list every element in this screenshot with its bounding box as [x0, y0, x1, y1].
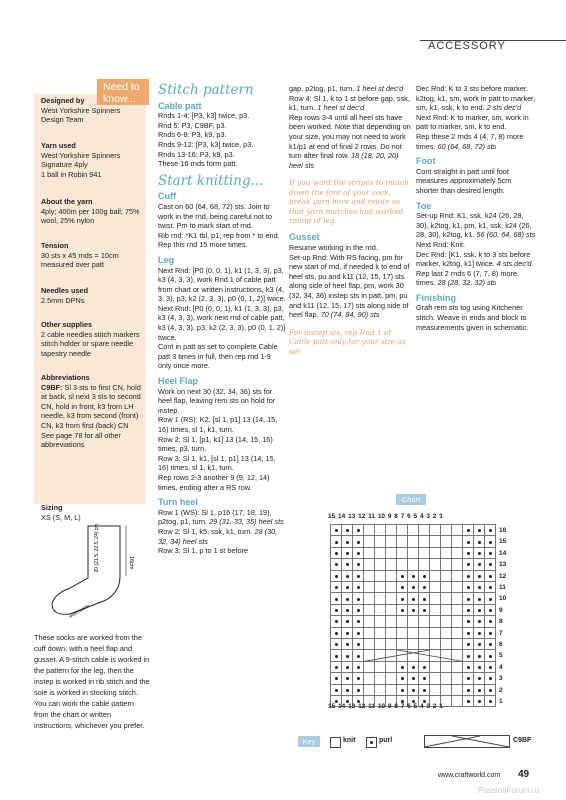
purl-dot: [357, 541, 360, 544]
chart-cell: [364, 605, 375, 616]
chart-cell: [441, 605, 452, 616]
foot-heading: Foot: [416, 156, 436, 167]
chart-cell: [386, 548, 397, 559]
chart-cell: [364, 525, 375, 536]
purl-dot: [357, 655, 360, 658]
chart-cell: [452, 673, 463, 684]
chart-cell: [364, 559, 375, 570]
chart-cell: [441, 536, 452, 547]
column-3: gap, p2tog, p1, turn. 1 heel st dec'd Row 4: Sl 1, k to 1 st before gap, ssk, k1, turn. 1 heel st dec'd Rep rows 3-4 until all heel sts have been worked. Note that depending on your size, you may not need to work k1/p1 at end of final 2 rows. Do not turn after final row. 18 (18, 20, 20) heel sts If you want the stripes to match down the foot of your sock, break yarn here and rejoin so that yarn matches last worked round of leg. Gusset Resume working in the rnd. Set-up Rnd: With RS facing, pm for new start of rnd, if needed k to end of heel sts, pu and k11 (12, 15, 17) sts along side of heel flap, pm, work 30 (32, 34, 36) instep sts in patt, pm, pu and k11 (12, 15, 17) sts along side of heel flap. 70 (74, 84, 90) sts For instep sts, rep Rnd 1 of Cable patt only for your size as set: [289, 84, 411, 356]
chart-cell: [419, 536, 430, 547]
chart-cell: [375, 548, 386, 559]
need-to-know-tab: Need to know...: [97, 79, 149, 105]
chart-cell: [419, 559, 430, 570]
chart-cell: [375, 628, 386, 639]
purl-dot: [412, 575, 415, 578]
purl-dot: [346, 609, 349, 612]
chart-cell: [430, 593, 441, 604]
chart-cell: [430, 582, 441, 593]
chart-cell: [364, 639, 375, 650]
turn-heel-heading: Turn heel: [158, 497, 198, 508]
purl-dot: [467, 609, 470, 612]
sock-schematic: [40, 520, 140, 620]
chart-cell: [452, 593, 463, 604]
purl-swatch: [366, 737, 377, 748]
leg-heading: Leg: [158, 254, 175, 265]
purl-dot: [357, 609, 360, 612]
chart-cell: [419, 639, 430, 650]
chart-cell: [408, 548, 419, 559]
heel-flap-heading: Heel Flap: [158, 376, 199, 387]
purl-dot: [467, 552, 470, 555]
c9bf-label: C9BF: [513, 737, 532, 744]
chart-cell: [386, 685, 397, 696]
chart-cell: [452, 559, 463, 570]
purl-dot: [423, 598, 426, 601]
chart-cell: [441, 685, 452, 696]
chart-cell: [364, 662, 375, 673]
chart-cell: [430, 525, 441, 536]
purl-dot: [467, 666, 470, 669]
sidebar-supplies: Other supplies 2 cable needles stitch markers stitch holder or spare needle tapestry needle: [41, 320, 140, 358]
chart-cell: [408, 559, 419, 570]
purl-dot: [478, 598, 481, 601]
chart-row-label: 1: [499, 698, 503, 705]
purl-dot: [467, 655, 470, 658]
chart-cell: [375, 559, 386, 570]
chart-cell: [397, 628, 408, 639]
purl-dot: [357, 632, 360, 635]
chart-cell: [386, 571, 397, 582]
chart-cell: [386, 593, 397, 604]
instep-callout: For instep sts, rep Rnd 1 of Cable patt only for your size as set: [289, 327, 406, 356]
chart-row-label: 12: [499, 572, 507, 580]
sidebar-needles: Needles used 2.5mm DPNs: [41, 286, 89, 305]
sidebar-designed: Designed by West Yorkshire Spinners Design Team: [41, 96, 121, 125]
chart-cell: [452, 605, 463, 616]
chart-cell: [364, 673, 375, 684]
footer-url: www.craftworld.com: [438, 772, 501, 779]
chart-cell: [452, 582, 463, 593]
purl-dot: [401, 609, 404, 612]
chart-cell: [452, 662, 463, 673]
watermark: PassionForum.ru: [478, 786, 539, 795]
stitch-pattern-heading: Stitch pattern: [158, 82, 254, 98]
chart-cell: [452, 628, 463, 639]
knit-label: knit: [343, 737, 356, 744]
chart-cell: [375, 639, 386, 650]
purl-label: purl: [379, 737, 393, 744]
chart-cell: [386, 639, 397, 650]
sidebar-yarn: Yarn used West Yorkshire Spinners Signature 4ply 1 ball in Robin 941: [41, 141, 121, 179]
chart-tab: Chart: [396, 494, 426, 505]
chart-cell: [375, 673, 386, 684]
chart-row-label: 9: [499, 606, 503, 614]
purl-dot: [423, 666, 426, 669]
chart-cell: [441, 662, 452, 673]
chart-cell: [397, 559, 408, 570]
chart-cell: [452, 616, 463, 627]
chart-cell: [430, 685, 441, 696]
purl-dot: [489, 655, 492, 658]
chart-cell: [375, 536, 386, 547]
purl-dot: [412, 598, 415, 601]
chart-cell: [419, 525, 430, 536]
chart-cell: [364, 616, 375, 627]
chart-row-label: 4: [499, 663, 503, 671]
purl-dot: [467, 575, 470, 578]
knit-swatch: [330, 737, 341, 748]
purl-dot: [489, 632, 492, 635]
chart-cell: [375, 593, 386, 604]
chart-cell: [441, 673, 452, 684]
chart-cell: [364, 593, 375, 604]
column-2: Stitch pattern Cable patt Rnds 1-4: [P3, k3] twice, p3. Rnd 5: P3, C9BF, p3. Rnds 6-8: P3, k9, p3. Rnds 9-12: [P3, k3] twice, p3. Rnds 13-16: P3, k9, p3. These 16 rnds form patt. Start knitting... Cuff Cast on 60 (64, 68, 72) sts. Join to work in the rnd, being careful not to twist. Pm to mark start of rnd. Rib rnd: *K1 tbl, p1; rep from * to end. Rep this rnd 15 more times. Leg Next Rnd: [P0 (0, 0, 1), k1 (1, 3, 3), p3, k3 (4, 3, 3), work Rnd 1 of cable patt from chart or written instructions, k3 (4, 3, 3), p3, k2 (2, 3, 3), p0 (0, 1, 2)] twice. Next Rnd: [P0 (0, 0, 1), k1 (1, 3, 3), p3, k3 (4, 3, 3), work next rnd of cable patt, k3 (4, 3, 3), p3, k2 (2, 3, 3), p0 (0, 1, 2)] twice. Cont in patt as set to complete Cable patt 3 times in full, then rep rnd 1-9 only once more. Heel Flap Work on next 30 (32, 34, 36) sts for heel flap, leaving rem sts on hold for instep. Row 1 (RS): K2, [sl 1, p1] 13 (14, 15, 16) times, sl 1, k1, turn. Row 2: Sl 1, [p1, k1] 13 (14, 15, 16) times, p3, turn. Row 3: Sl 1, k1, [sl 1, p1] 13 (14, 15, 16) times, sl 1, k1, turn. Rep rows 2-3 another 9 (9, 12, 14) times, ending after a RS row. Turn heel Row 1 (WS): Sl 1, p16 (17, 18, 19), p2tog, p1, turn. 29 (31, 33, 35) heel sts Row 2: Sl 1, k5, ssk, k1, turn. 28 (30, 32, 34) heel sts Row 3: Sl 1, p to 1 st before: [158, 82, 286, 556]
purl-dot: [346, 666, 349, 669]
chart-cell: [441, 639, 452, 650]
chart-cell: [375, 571, 386, 582]
sock-height-label: 16cm: [128, 556, 134, 570]
chart-cell: [375, 662, 386, 673]
purl-dot: [489, 609, 492, 612]
purl-dot: [412, 609, 415, 612]
chart-cell: [386, 525, 397, 536]
purl-dot: [346, 575, 349, 578]
sock-width-label: width/ankle: [68, 603, 90, 619]
chart-cell: [452, 685, 463, 696]
chart-cell: [386, 628, 397, 639]
chart-cell: [408, 536, 419, 547]
purl-dot: [467, 689, 470, 692]
sidebar-about: About the yarn 4ply; 400m per 100g ball; 75% wool, 25% nylon: [41, 197, 140, 226]
chart-cell: [430, 571, 441, 582]
sidebar-tension: Tension 30 sts x 45 rnds = 10cm measured over patt: [41, 241, 119, 270]
chart-col-labels-bottom: 15 14 13 12 11 10 9 8 7 6 5 4 3 2 1: [328, 703, 443, 710]
purl-dot: [401, 666, 404, 669]
purl-dot: [423, 689, 426, 692]
chart-cell: [452, 639, 463, 650]
chart-cell: [441, 628, 452, 639]
chart-cell: [452, 548, 463, 559]
purl-dot: [478, 541, 481, 544]
purl-dot: [478, 552, 481, 555]
purl-dot: [467, 598, 470, 601]
column-4: Dec Rnd: K to 3 sts before marker, k2tog, k1, sm, work in patt to marker, sm, k1, ssk, k to end. 2 sts dec'd Next Rnd: K to marker, sm, work in patt to marker, sm, k to end. Rep these 2 rnds 4 (4, 7, 8) more times. 60 (64, 68, 72) sts Foot Cont straight in patt until foot measures approximately 5cm shorter than desired length. Toe Set-up Rnd: K1, ssk, k24 (26, 28, 30), k2tog, k1, pm, k1, ssk, k24 (26, 28, 30), k2tog, k1. 56 (60, 64, 68) sts Next Rnd: Knit. Dec Rnd: [K1, ssk, k to 3 sts before marker, k2tog, k1] twice. 4 sts dec'd Rep last 2 rnds 6 (7, 7, 8) more times. 28 (28, 32, 32) sts Finishing Graft rem sts tog using Kitchener stitch. Weave in ends and block to measurements given in schematic.: [416, 84, 536, 332]
chart-cell: [452, 696, 463, 707]
purl-dot: [346, 598, 349, 601]
chart-col-labels-top: 15 14 13 12 11 10 9 8 7 6 5 4 3 2 1: [328, 513, 443, 520]
chart-row-label: 3: [499, 675, 503, 683]
intro-text: These socks are worked from the cuff down, with a heel flap and gusset. A 9-stitch cable is worked in the pattern for the leg, then the instep is worked in rib stitch and the sole is worked in stocking stitch. You can work the cable pattern from the chart or written instructions, whichever you prefer.: [34, 633, 150, 730]
sidebar-sizing: Sizing XS (S, M, L): [41, 503, 81, 522]
chart-cell: [364, 685, 375, 696]
purl-dot: [478, 666, 481, 669]
purl-dot: [335, 541, 338, 544]
purl-dot: [478, 609, 481, 612]
purl-dot: [478, 689, 481, 692]
chart-cell: [441, 616, 452, 627]
purl-dot: [357, 598, 360, 601]
chart-cell: [419, 548, 430, 559]
chart-cell: [408, 628, 419, 639]
chart-cell: [441, 548, 452, 559]
sidebar-abbreviations: Abbreviations C9BF: Sl 3 sts to first CN, hold at back, sl next 3 sts to second CN, hold in front, k3 from LH needle, k3 from second (front) CN, k3 from first (back) CN See page 78 for all other abbreviations: [41, 373, 141, 450]
chart-row-label: 8: [499, 618, 503, 626]
purl-dot: [467, 632, 470, 635]
purl-dot: [489, 575, 492, 578]
purl-dot: [423, 575, 426, 578]
gusset-heading: Gusset: [289, 232, 320, 243]
chart-cell: [397, 548, 408, 559]
purl-dot: [423, 609, 426, 612]
toe-heading: Toe: [416, 200, 432, 211]
purl-dot: [335, 655, 338, 658]
chart-cell: [397, 525, 408, 536]
purl-dot: [478, 655, 481, 658]
purl-dot: [335, 609, 338, 612]
chart-cell: [408, 639, 419, 650]
cable-patt-heading: Cable patt: [158, 100, 202, 111]
start-knitting-heading: Start knitting...: [158, 172, 264, 189]
chart-cell: [441, 593, 452, 604]
purl-dot: [412, 689, 415, 692]
chart-row-label: 11: [499, 584, 506, 591]
chart-cell: [408, 616, 419, 627]
chart-cell: [430, 673, 441, 684]
purl-dot: [335, 598, 338, 601]
purl-dot: [467, 541, 470, 544]
chart-row-label: 15: [499, 538, 507, 546]
chart-row-label: 10: [499, 595, 507, 603]
purl-dot: [478, 575, 481, 578]
purl-dot: [335, 689, 338, 692]
key-tab: Key: [298, 736, 320, 747]
purl-dot: [335, 575, 338, 578]
purl-dot: [489, 689, 492, 692]
purl-dot: [346, 689, 349, 692]
chart-cell: [397, 536, 408, 547]
purl-dot: [357, 689, 360, 692]
chart-row-label: 2: [499, 686, 503, 694]
purl-dot: [401, 575, 404, 578]
chart-cell: [375, 582, 386, 593]
purl-dot: [357, 575, 360, 578]
purl-dot: [346, 655, 349, 658]
chart-cell: [441, 559, 452, 570]
cable-cross: [364, 650, 463, 661]
purl-dot: [401, 689, 404, 692]
purl-dot: [478, 632, 481, 635]
chart-cell: [375, 685, 386, 696]
chart-cell: [430, 548, 441, 559]
chart-row-label: 14: [499, 549, 507, 557]
chart-cell: [430, 639, 441, 650]
chart-cell: [386, 559, 397, 570]
chart-cell: [386, 582, 397, 593]
chart-cell: [397, 616, 408, 627]
purl-dot: [489, 541, 492, 544]
chart-cell: [386, 673, 397, 684]
chart-cell: [364, 548, 375, 559]
purl-dot: [346, 552, 349, 555]
chart-cell: [408, 525, 419, 536]
chart-row-label: 13: [499, 561, 507, 569]
purl-dot: [489, 552, 492, 555]
chart-cell: [430, 536, 441, 547]
chart-row-label: 16: [499, 527, 507, 534]
chart-cell: [430, 559, 441, 570]
purl-dot: [357, 552, 360, 555]
chart-cell: [386, 616, 397, 627]
purl-dot: [335, 632, 338, 635]
chart-cell: [430, 662, 441, 673]
section-label: ACCESSORY: [428, 40, 506, 52]
chart-cell: [375, 616, 386, 627]
chart-cell: [419, 628, 430, 639]
purl-dot: [346, 541, 349, 544]
chart-cell: [441, 525, 452, 536]
chart-cell: [452, 571, 463, 582]
chart-row-label: 7: [499, 629, 503, 637]
finishing-heading: Finishing: [416, 292, 456, 303]
purl-dot: [489, 666, 492, 669]
chart-cell: [430, 628, 441, 639]
chart-cell: [375, 525, 386, 536]
stripes-callout: If you want the stripes to match down the foot of your sock, break yarn here and rejoin so that yarn matches last worked round of leg.: [289, 178, 409, 225]
c9bf-symbol: [424, 735, 510, 748]
chart-cell: [430, 616, 441, 627]
chart-row-label: 6: [499, 641, 503, 648]
chart-cell: [386, 605, 397, 616]
chart-cell: [364, 628, 375, 639]
chart-cell: [452, 525, 463, 536]
cuff-heading: Cuff: [158, 191, 176, 202]
purl-dot: [335, 552, 338, 555]
page-number: 49: [518, 769, 530, 780]
chart-cell: [452, 536, 463, 547]
chart-cell: [419, 616, 430, 627]
chart-cell: [364, 571, 375, 582]
purl-dot: [401, 598, 404, 601]
chart-cell: [386, 536, 397, 547]
chart-cell: [441, 571, 452, 582]
sock-length-label: 20 (21.5, 22.5, 24) cm: [94, 523, 100, 573]
chart-cell: [430, 605, 441, 616]
chart-cell: [375, 605, 386, 616]
purl-dot: [346, 632, 349, 635]
chart-cell: [397, 639, 408, 650]
chart-cell: [441, 582, 452, 593]
purl-dot: [357, 666, 360, 669]
chart-row-label: 5: [499, 652, 503, 660]
chart-cell: [386, 662, 397, 673]
purl-dot: [335, 666, 338, 669]
purl-dot: [489, 598, 492, 601]
chart-cell: [364, 536, 375, 547]
chart-cell: [364, 582, 375, 593]
purl-dot: [412, 666, 415, 669]
chart-grid: [330, 524, 507, 707]
